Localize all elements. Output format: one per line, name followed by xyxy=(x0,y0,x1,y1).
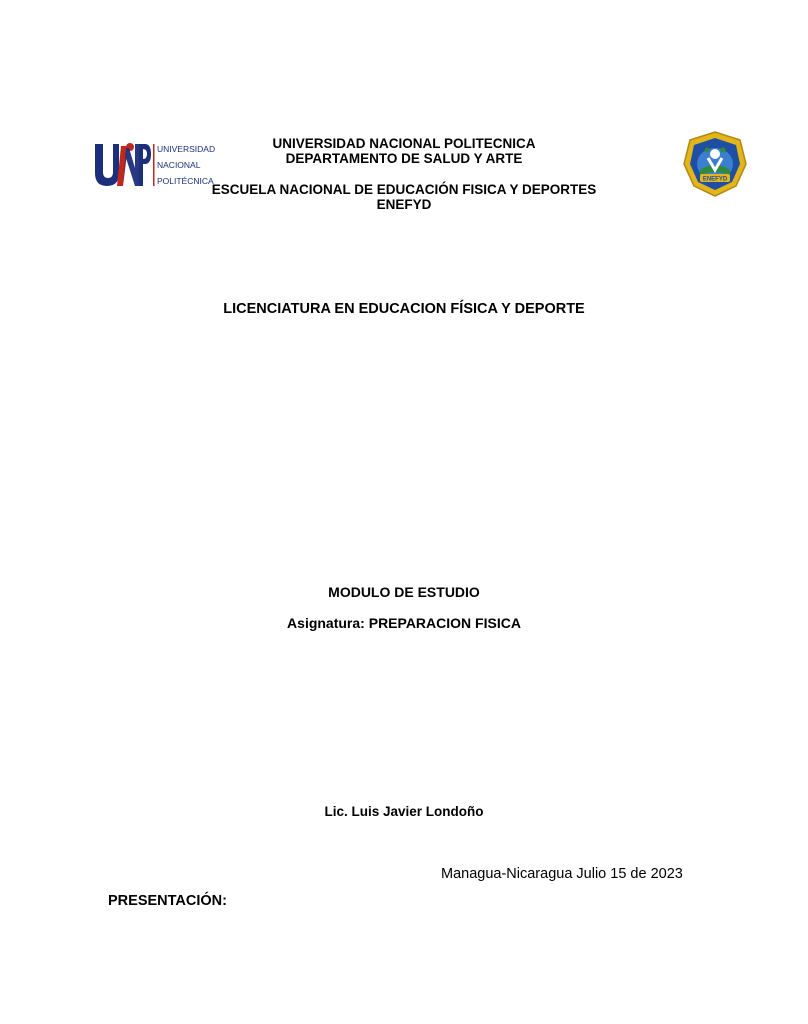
school-acronym: ENEFYD xyxy=(376,197,432,212)
unp-logo-line-2: NACIONAL xyxy=(157,160,201,170)
school-name: ESCUELA NACIONAL DE EDUCACIÓN FISICA Y DEPORTES xyxy=(211,182,597,197)
department-name: DEPARTAMENTO DE SALUD Y ARTE xyxy=(285,151,523,166)
place-and-date: Managua-Nicaragua Julio 15 de 2023 xyxy=(441,866,683,882)
author-name: Lic. Luis Javier Londoño xyxy=(324,804,484,819)
university-name: UNIVERSIDAD NACIONAL POLITECNICA xyxy=(272,136,536,151)
module-title: MODULO DE ESTUDIO xyxy=(328,584,480,600)
program-title: LICENCIATURA EN EDUCACION FÍSICA Y DEPORTE xyxy=(223,301,585,317)
unp-logo-line-1: UNIVERSIDAD xyxy=(157,144,216,154)
presentation-heading: PRESENTACIÓN: xyxy=(108,893,227,909)
unp-logo-line-3: POLITÉCNICA xyxy=(157,176,214,186)
enefyd-seal-text: ENEFYD xyxy=(702,176,728,183)
subject-value: PREPARACION FISICA xyxy=(368,615,521,631)
subject-line xyxy=(0,615,808,631)
subject-label: Asignatura: xyxy=(287,615,365,631)
